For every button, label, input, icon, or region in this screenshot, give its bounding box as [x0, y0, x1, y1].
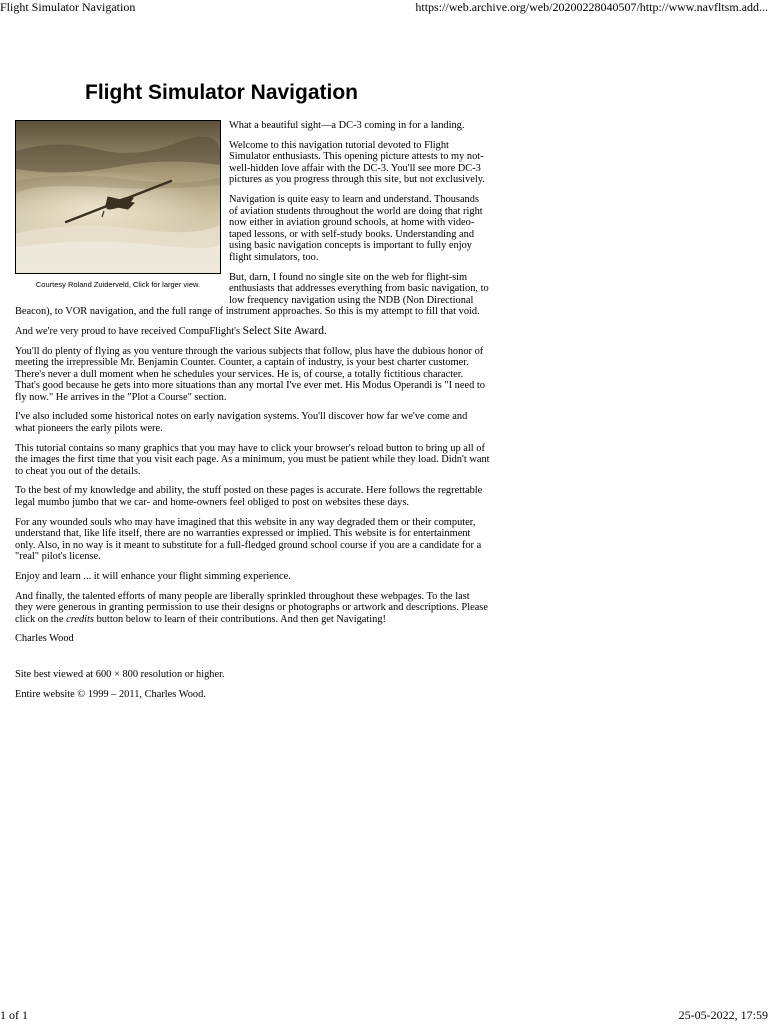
- award-suffix: .: [324, 325, 327, 337]
- print-header: [0, 0, 768, 16]
- signature: Charles Wood: [15, 633, 74, 645]
- welcome-paragraph: Welcome to this navigation tutorial devoted to Flight Simulator enthusiasts. This opening picture attests to my not-well-hidden love affair with the DC-3. You'll see more DC-3 pictures as you progress through this site, but not exclusively.: [229, 139, 485, 186]
- dc3-photo: [16, 121, 220, 273]
- print-header-title: Flight Simulator Navigation: [0, 0, 136, 14]
- credits-suffix: button below to learn of their contributions. And then get Navigating!: [93, 613, 387, 625]
- main-content: [15, 80, 490, 708]
- navigation-paragraph: Navigation is quite easy to learn and understand. Thousands of aviation students throughout the world are doing that right now either in aviation ground schools, at home with video-taped lessons, or with self-study books. Understanding and using basic navigation concepts is important to fully enjoy flight simulators, too.: [229, 193, 483, 263]
- credits-prefix: And finally, the talented efforts of many people are liberally sprinkled throughout these webpages. To the last they were generous in granting permission to use their designs or photographs or artwork and descriptions. Please click on the: [15, 590, 488, 625]
- intro-paragraph: What a beautiful sight—a DC-3 coming in for a landing.: [229, 120, 465, 131]
- credits-word: credits: [66, 613, 94, 625]
- spacer: [15, 653, 490, 669]
- award-paragraph: [15, 326, 490, 338]
- page-count: 1 of 1: [0, 1008, 28, 1022]
- print-footer: [0, 1008, 768, 1024]
- page-title: Flight Simulator Navigation: [85, 81, 359, 104]
- photo-caption: Courtesy Roland Zuiderveld, Click for larger view.: [35, 280, 201, 289]
- dc3-photo-link[interactable]: [15, 120, 221, 274]
- enjoy-paragraph: Enjoy and learn ... it will enhance your flight simming experience.: [15, 571, 291, 582]
- select-site-award-link[interactable]: Select Site Award: [242, 324, 325, 337]
- resolution-note: Site best viewed at 600 × 800 resolution or higher.: [15, 668, 225, 680]
- print-timestamp: 25-05-2022, 17:59: [678, 1008, 768, 1022]
- accuracy-paragraph: To the best of my knowledge and ability, the stuff posted on these pages is accurate. Here follows the regrettable legal mumbo jumbo that we car- and home-owners feel obliged to post on websites these days.: [15, 485, 483, 509]
- copyright: Entire website © 1999 – 2011, Charles Wood.: [15, 688, 206, 700]
- graphics-paragraph: This tutorial contains so many graphics that you may have to click your browser's reload button to bring up all of the images the first time that you visit each page. As a minimum, you must be patient while they load. Didn't want to cheat you out of the details.: [15, 442, 490, 477]
- purpose-paragraph: But, darn, I found no single site on the web for flight-sim enthusiasts that addresses everything from basic navigation, to low frequency navigation using the NDB (Non Directional Beacon), to VOR navigation, and the full range of instrument approaches. So this is my attempt to fill that void.: [15, 271, 489, 318]
- award-prefix: And we're very proud to have received CompuFlight's: [15, 325, 243, 337]
- counter-paragraph: You'll do plenty of flying as you venture through the various subjects that follow, plus have the dubious honor of meeting the irrepressible Mr. Benjamin Counter. Counter, a captain of industry, is your best charter customer. There's never a dull moment when he schedules your services. He is, of course, a totally fictitious character. That's good because he gets into more situations than any mortal I've ever met. His Modus Operandi is "I need to fly now." He arrives in the "Plot a Course" section.: [15, 345, 485, 403]
- print-header-url: https://web.archive.org/web/20200228040507/http://www.navfltsm.add...: [415, 0, 768, 14]
- dc3-figure: [15, 120, 221, 289]
- credits-paragraph: [15, 591, 490, 626]
- history-paragraph: I've also included some historical notes on early navigation systems. You'll discover how far we've come and what pioneers the early pilots were.: [15, 411, 468, 435]
- disclaimer-paragraph: For any wounded souls who may have imagined that this website in any way degraded them or their computer, understand that, like life itself, there are no warranties expressed or implied. This website is for entertainment only. Also, in no way is it meant to substitute for a full-fledged ground school course if you are a candidate for a "real" pilot's license.: [15, 516, 482, 563]
